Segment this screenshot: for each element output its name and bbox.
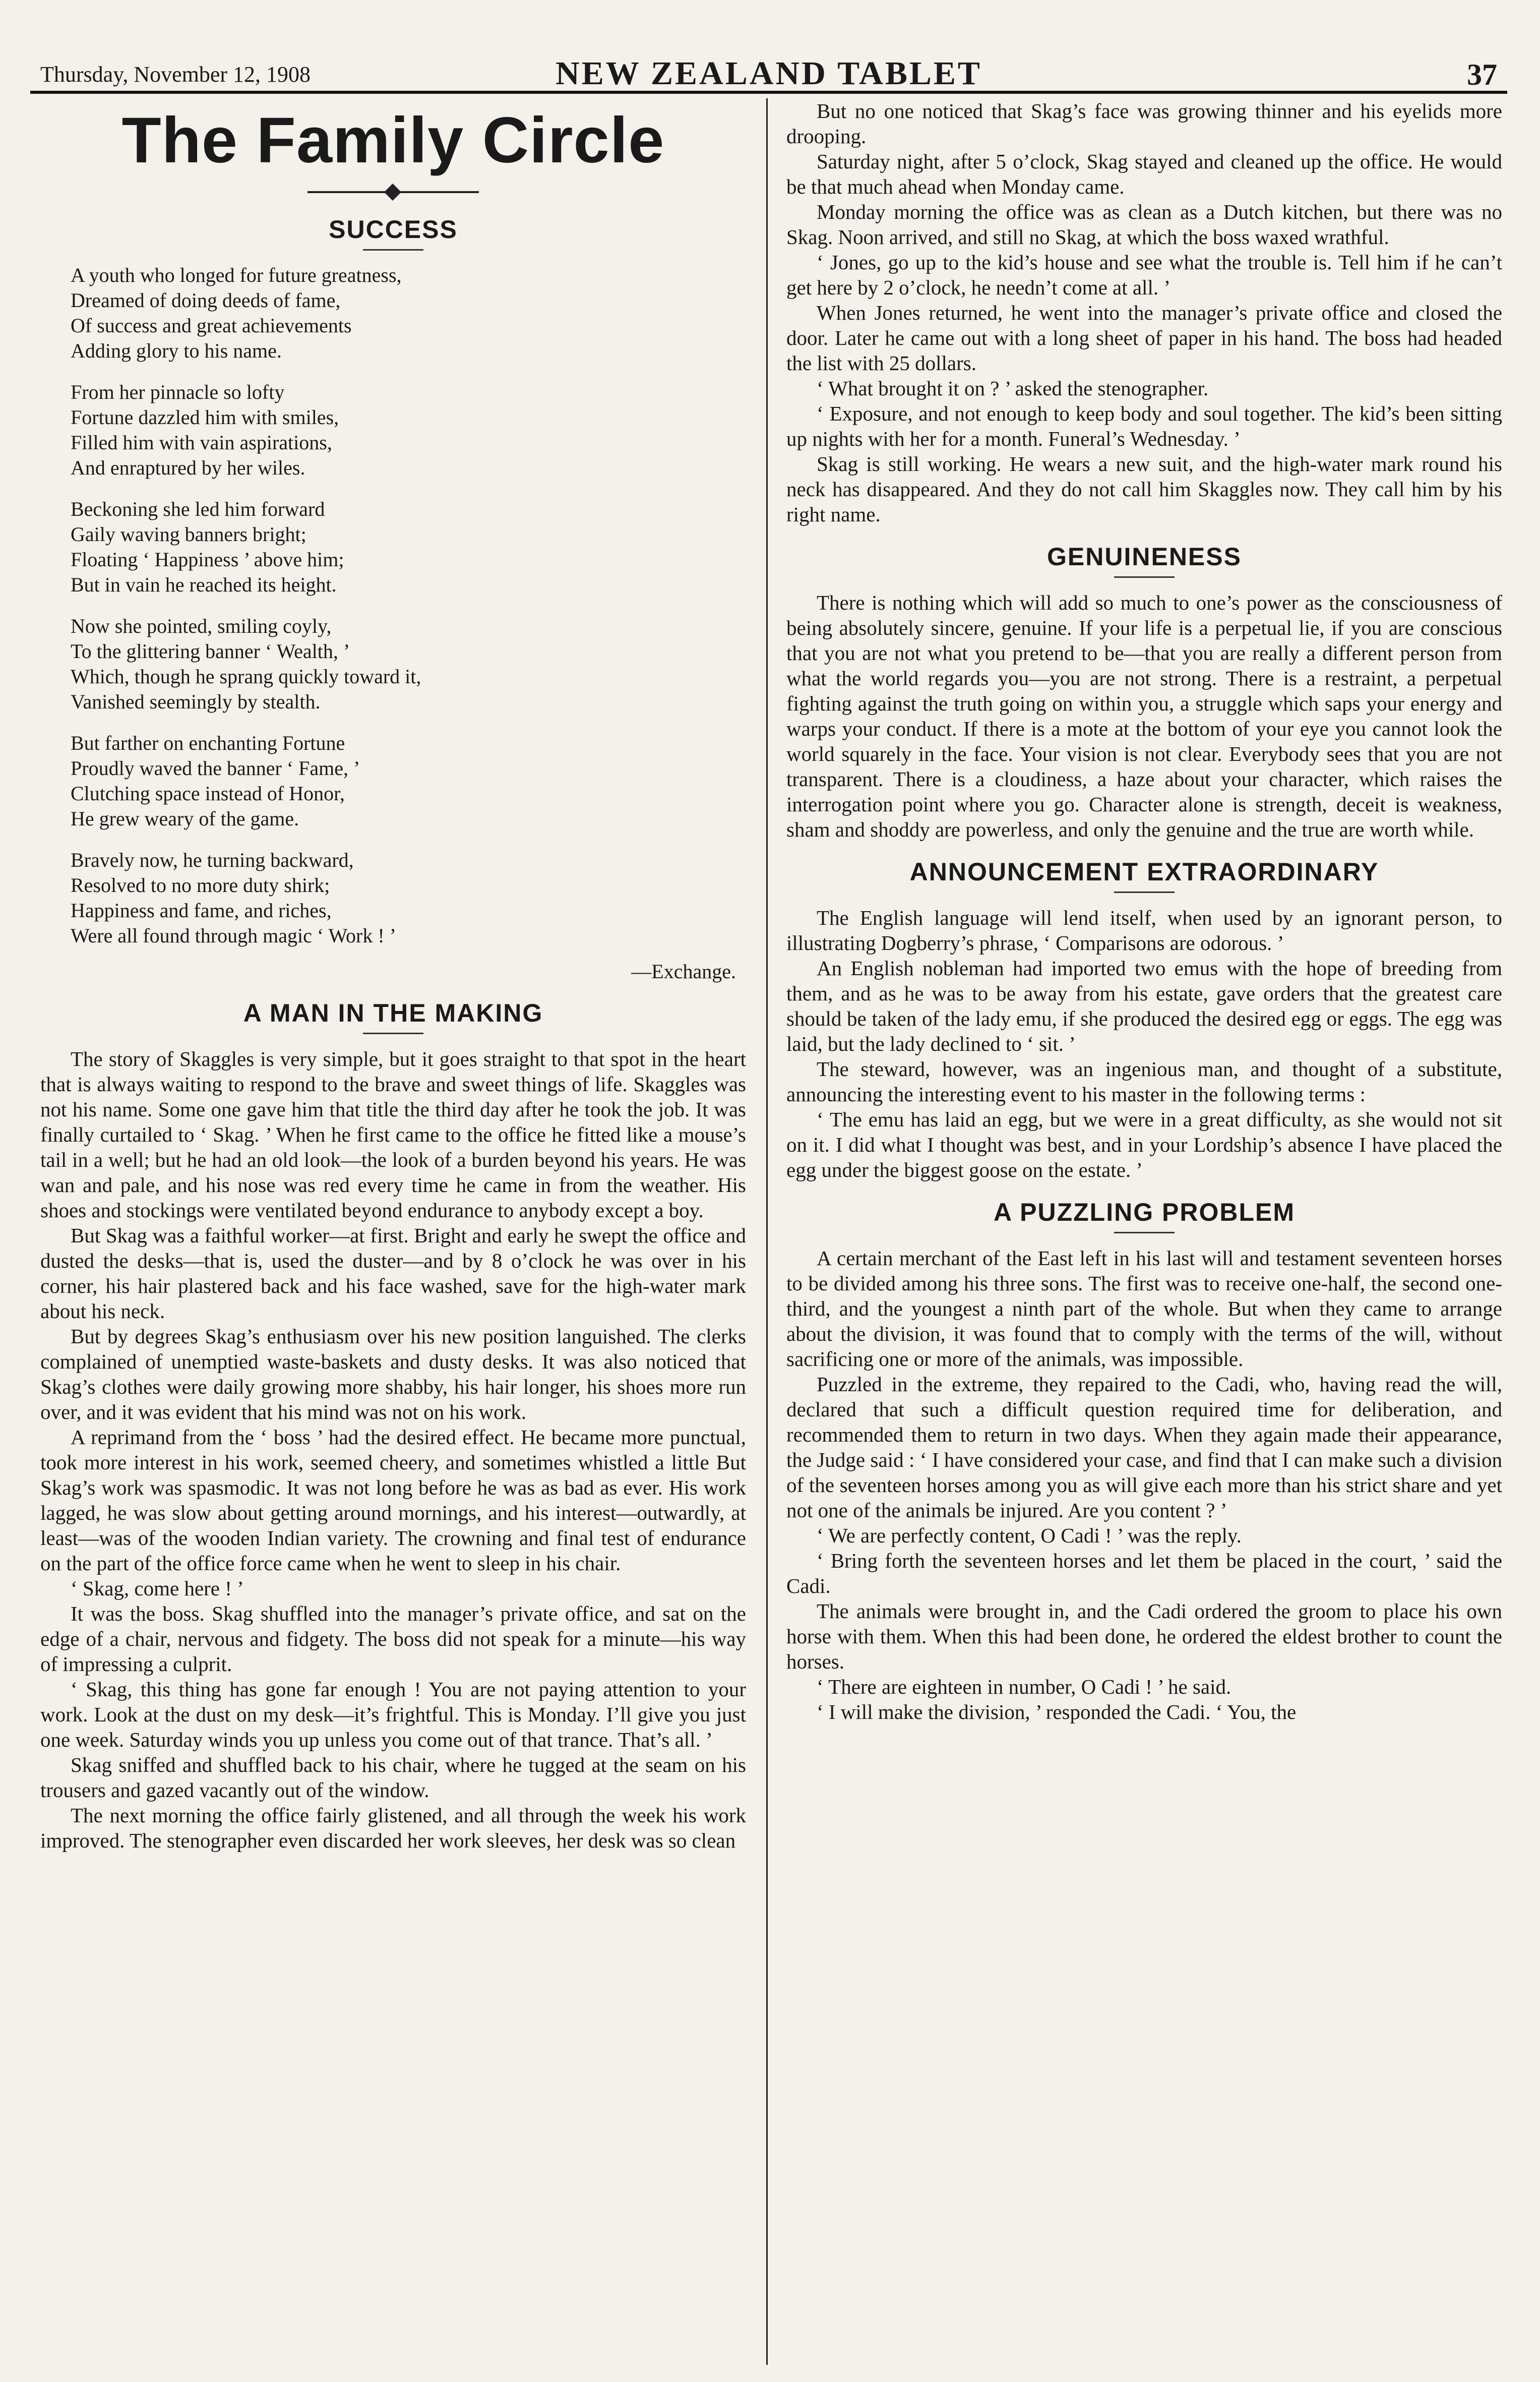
poem-line: Which, though he sprang quickly toward it, — [71, 665, 421, 688]
poem-stanza — [71, 731, 746, 831]
man-in-making-story — [40, 1046, 746, 1853]
story-paragraph: When Jones returned, he went into the manager’s private office and closed the door. Later he came out with a long sheet of paper in his hand. The boss had headed the list with 25 dollars. — [786, 301, 1502, 375]
poem-line: Were all found through magic ‘ Work ! ’ — [71, 924, 396, 947]
story-paragraph: Monday morning the office was as clean as a Dutch kitchen, but there was no Skag. Noon arrived, and still no Skag, at which the boss waxed wrathful. — [786, 200, 1502, 249]
poem-line: Bravely now, he turning backward, — [71, 849, 354, 871]
newspaper-page — [30, 15, 1507, 2365]
poem-stanza — [71, 263, 746, 364]
article-paragraph: ‘ Bring forth the seventeen horses and let them be placed in the court, ’ said the Cadi. — [786, 1549, 1502, 1597]
story-paragraph: But no one noticed that Skag’s face was growing thinner and his eyelids more drooping. — [786, 99, 1502, 148]
genuineness-article — [786, 590, 1502, 842]
article-paragraph: ‘ There are eighteen in number, O Cadi ! ’ he said. — [817, 1675, 1231, 1698]
man-in-making-continued — [786, 98, 1502, 527]
poem-line: Filled him with vain aspirations, — [71, 431, 332, 454]
article-paragraph: ‘ I will make the division, ’ responded the Cadi. ‘ You, the — [817, 1700, 1297, 1723]
poem-stanza — [71, 848, 746, 948]
poem-line: Of success and great achievements — [71, 314, 352, 337]
puzzling-heading: A PUZZLING PROBLEM — [993, 1198, 1295, 1226]
heading-underline — [363, 1033, 423, 1034]
heading-underline — [1114, 1232, 1175, 1233]
story-paragraph: It was the boss. Skag shuffled into the manager’s private office, and sat on the edge of a chair, nervous and fidgety. The boss did not speak for a minute—his way of impressing a culprit. — [40, 1602, 746, 1676]
column-divider — [766, 98, 768, 2365]
heading-underline — [363, 249, 423, 251]
poem-stanza — [71, 497, 746, 598]
poem-line: Proudly waved the banner ‘ Fame, ’ — [71, 757, 360, 780]
poem-line: From her pinnacle so lofty — [71, 381, 285, 403]
publication-title: NEW ZEALAND TABLET — [556, 55, 982, 92]
columns — [30, 98, 1507, 2365]
heading-underline — [1114, 891, 1175, 893]
story-paragraph: But by degrees Skag’s enthusiasm over his new position languished. The clerks complained of unemptied waste-baskets and dusty desks. It was also noticed that Skag’s clothes were daily growing more shabby, his hair longer, his shoes more run over, and it was evident that his mind was not on his work. — [40, 1325, 746, 1423]
article-paragraph: There is nothing which will add so much to one’s power as the consciousness of being absolutely sincere, genuine. If your life is a perpetual lie, if you are conscious that you are not what you pretend to be—that you are really a different person from what the world regards you—you are not strong. There is a restraint, a perpetual fighting against the truth going on within you, a struggle which saps your energy and warps your conduct. If there is a mote at the bottom of your eye you cannot look the world squarely in the face. Your vision is not clear. Everybody sees that you are not transparent. There is a cloudiness, a haze about your character, which raises the interrogation point where you go. Character alone is strength, deceit is weakness, sham and shoddy are powerless, and only the genuine and the true are worth while. — [786, 591, 1502, 841]
poem-line: And enraptured by her wiles. — [71, 456, 305, 479]
poem-line: But in vain he reached its height. — [71, 573, 337, 596]
story-paragraph: Skag sniffed and shuffled back to his chair, where he tugged at the seam on his trousers and gazed vacantly out of the window. — [40, 1753, 746, 1802]
poem-stanza — [71, 614, 746, 714]
left-column — [40, 98, 746, 2365]
heading-underline — [1114, 576, 1175, 578]
story-paragraph: A reprimand from the ‘ boss ’ had the desired effect. He became more punctual, took more interest in his work, seemed cheery, and sometimes whistled a little But Skag’s work was spasmodic. It was not long before he was as bad as ever. His work lagged, he was slow about getting around mornings, and his interest—outwardly, at least—was of the wooden Indian variety. The crowning and final test of endurance on the part of the office force came when he went to sleep in his chair. — [40, 1425, 746, 1575]
poem-line: Fortune dazzled him with smiles, — [71, 406, 339, 429]
masthead — [30, 15, 1507, 94]
story-paragraph: ‘ Skag, this thing has gone far enough ! You are not paying attention to your work. Look at the dust on my desk—it’s frightful. This is Monday. I’ll give you just one week. Saturday winds you up unless you come out of that trance. That’s all. ’ — [40, 1678, 746, 1751]
poem-line: He grew weary of the game. — [71, 807, 299, 830]
poem-line: Dreamed of doing deeds of fame, — [71, 289, 341, 312]
page-number: 37 — [1467, 58, 1497, 91]
story-paragraph: Skag is still working. He wears a new suit, and the high-water mark round his neck has disappeared. And they do not call him Skaggles now. They call him by his right name. — [786, 452, 1502, 526]
story-paragraph: Saturday night, after 5 o’clock, Skag stayed and cleaned up the office. He would be that much ahead when Monday came. — [786, 150, 1502, 198]
diamond-rule-ornament — [307, 185, 479, 200]
story-paragraph: The story of Skaggles is very simple, but it goes straight to that spot in the heart that is always waiting to respond to the brave and sweet things of life. Skaggles was not his name. Some one gave him that title the third day after he took the job. It was finally curtailed to ‘ Skag. ’ When he first came to the office he fitted like a mouse’s tail in a well; but he had an old look—the look of a burden beyond his years. He was wan and pale, and his nose was red every time he came in from the weather. His shoes and stockings were ventilated beyond endurance to anybody except a boy. — [40, 1047, 746, 1222]
article-paragraph: The steward, however, was an ingenious man, and thought of a substitute, announcing the interesting event to his master in the following terms : — [786, 1057, 1502, 1106]
article-paragraph: An English nobleman had imported two emus with the hope of breeding from them, and as he was to be away from his estate, gave orders that the greatest care should be taken of the lady emu, if she produced the desired egg or eggs. The egg was laid, but the lady declined to ‘ sit. ’ — [786, 957, 1502, 1055]
poem-credit: —Exchange. — [631, 960, 736, 983]
poem-line: Beckoning she led him forward — [71, 498, 325, 520]
issue-date: Thursday, November 12, 1908 — [40, 62, 311, 87]
poem-line: Now she pointed, smiling coyly, — [71, 615, 332, 637]
article-paragraph: ‘ The emu has laid an egg, but we were in a great difficulty, as she would not sit on it. I did what I thought was best, and in your Lordship’s absence I have placed the egg under the biggest goose on the estate. ’ — [786, 1108, 1502, 1181]
genuineness-heading: GENUINENESS — [1047, 543, 1242, 571]
poem-line: Floating ‘ Happiness ’ above him; — [71, 548, 344, 571]
story-paragraph: The next morning the office fairly glistened, and all through the week his work improved. The stenographer even discarded her work sleeves, her desk was so clean — [40, 1804, 746, 1852]
announcement-article — [786, 905, 1502, 1182]
article-paragraph: Puzzled in the extreme, they repaired to the Cadi, who, having read the will, declared that such a difficult question required time for deliberation, and recommended them to return in two days. When they again made their appearance, the Judge said : ‘ I have considered your case, and find that I can make such a division of the seventeen horses among you as will give each more than his strict share and yet not one of the animals be injured. Are you content ? ’ — [786, 1373, 1502, 1522]
right-column — [786, 98, 1502, 2365]
poem-line: Gaily waving banners bright; — [71, 523, 306, 546]
poem-line: Resolved to no more duty shirk; — [71, 874, 330, 897]
article-paragraph: A certain merchant of the East left in his last will and testament seventeen horses to be divided among his three sons. The first was to receive one-half, the second one-third, and the youngest a ninth part of the whole. But when they came to arrange about the division, it was found that to comply with the terms of the will, without sacrificing one or more of the animals, was impossible. — [786, 1246, 1502, 1371]
story-paragraph: ‘ Exposure, and not enough to keep body and soul together. The kid’s been sitting up nights with her for a month. Funeral’s Wednesday. ’ — [786, 402, 1502, 450]
poem-stanza — [71, 380, 746, 481]
story-paragraph: But Skag was a faithful worker—at first. Bright and early he swept the office and dusted the desks—that is, used the duster—and by 8 o’clock he was over in his corner, his hair plastered back and his face washed, save for the high-water mark about his neck. — [40, 1224, 746, 1323]
story-paragraph: ‘ Jones, go up to the kid’s house and see what the trouble is. Tell him if he can’t get here by 2 o’clock, he needn’t come at all. ’ — [786, 251, 1502, 299]
section-title: The Family Circle — [121, 104, 665, 176]
story-paragraph: ‘ What brought it on ? ’ asked the stenographer. — [817, 377, 1209, 400]
article-paragraph: The English language will lend itself, when used by an ignorant person, to illustrating Dogberry’s phrase, ‘ Comparisons are odorous. ’ — [786, 906, 1502, 955]
story-paragraph: ‘ Skag, come here ! ’ — [71, 1577, 244, 1600]
poem-line: Adding glory to his name. — [71, 339, 282, 362]
announcement-heading: ANNOUNCEMENT EXTRAORDINARY — [909, 858, 1379, 886]
success-heading: SUCCESS — [329, 215, 458, 244]
article-paragraph: The animals were brought in, and the Cadi ordered the groom to place his own horse with them. When this had been done, he ordered the eldest brother to count the horses. — [786, 1599, 1502, 1673]
poem-line: To the glittering banner ‘ Wealth, ’ — [71, 640, 350, 663]
poem-line: But farther on enchanting Fortune — [71, 732, 345, 754]
poem-line: A youth who longed for future greatness, — [71, 264, 402, 286]
poem-line: Happiness and fame, and riches, — [71, 899, 332, 922]
man-in-making-heading: A MAN IN THE MAKING — [243, 999, 543, 1027]
article-paragraph: ‘ We are perfectly content, O Cadi ! ’ was the reply. — [817, 1524, 1242, 1547]
puzzling-article — [786, 1245, 1502, 1724]
poem-line: Clutching space instead of Honor, — [71, 782, 345, 805]
success-poem — [71, 263, 746, 948]
poem-line: Vanished seemingly by stealth. — [71, 690, 321, 713]
